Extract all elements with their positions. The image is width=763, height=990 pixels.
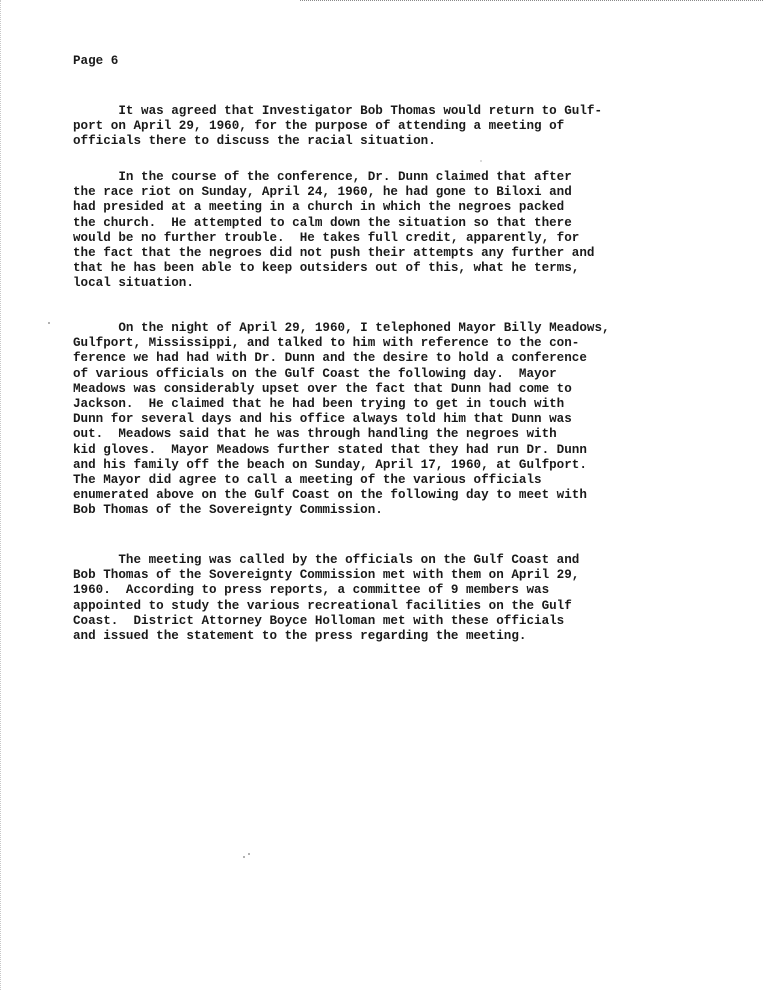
- paragraph-4: [73, 553, 733, 644]
- scan-speck: [480, 160, 482, 162]
- scan-speck: [48, 322, 50, 324]
- scan-speck: [248, 853, 250, 855]
- paragraph-1: [73, 104, 733, 150]
- paragraph-line: kid gloves. Mayor Meadows further stated that they had run Dr. Dunn: [73, 442, 587, 457]
- paragraph-line: local situation.: [73, 276, 194, 291]
- paragraph-line: port on April 29, 1960, for the purpose of attending a meeting of: [73, 119, 565, 134]
- paragraph-line: had presided at a meeting in a church in which the negroes packed: [73, 200, 565, 215]
- top-edge-rule: [300, 0, 763, 1]
- paragraph-line: the church. He attempted to calm down the situation so that there: [73, 215, 572, 230]
- paragraph-line: appointed to study the various recreational facilities on the Gulf: [73, 598, 572, 613]
- paragraph-line: enumerated above on the Gulf Coast on the following day to meet with: [73, 488, 587, 503]
- paragraph-line: and issued the statement to the press regarding the meeting.: [73, 628, 527, 643]
- paragraph-line: would be no further trouble. He takes full credit, apparently, for: [73, 230, 580, 245]
- paragraph-line: 1960. According to press reports, a committee of 9 members was: [73, 583, 550, 598]
- paragraph-line: Bob Thomas of the Sovereignty Commission.: [73, 503, 383, 518]
- paragraph-line: It was agreed that Investigator Bob Thomas would return to Gulf-: [73, 104, 603, 118]
- paragraph-line: Dunn for several days and his office always told him that Dunn was: [73, 412, 572, 427]
- paragraph-line: the fact that the negroes did not push their attempts any further and: [73, 245, 595, 260]
- paragraph-line: of various officials on the Gulf Coast the following day. Mayor: [73, 366, 557, 381]
- paragraph-3: [73, 321, 733, 518]
- paragraph-line: Coast. District Attorney Boyce Holloman met with these officials: [73, 613, 565, 628]
- paragraph-line: Meadows was considerably upset over the fact that Dunn had come to: [73, 381, 572, 396]
- left-edge-mark: [0, 0, 2, 990]
- paragraph-line: and his family off the beach on Sunday, April 17, 1960, at Gulfport.: [73, 457, 587, 472]
- scan-speck: [243, 856, 245, 858]
- paragraph-line: officials there to discuss the racial situation.: [73, 134, 436, 149]
- paragraph-2: [73, 170, 733, 292]
- paragraph-line: On the night of April 29, 1960, I telephoned Mayor Billy Meadows,: [73, 321, 610, 335]
- paragraph-line: Bob Thomas of the Sovereignty Commission met with them on April 29,: [73, 568, 580, 583]
- paragraph-line: that he has been able to keep outsiders out of this, what he terms,: [73, 261, 580, 276]
- page-number-label: Page 6: [73, 54, 119, 68]
- paragraph-line: In the course of the conference, Dr. Dunn claimed that after: [73, 170, 572, 184]
- paragraph-line: out. Meadows said that he was through handling the negroes with: [73, 427, 557, 442]
- paragraph-line: The meeting was called by the officials on the Gulf Coast and: [73, 553, 580, 567]
- paragraph-line: The Mayor did agree to call a meeting of the various officials: [73, 472, 542, 487]
- paragraph-line: ference we had had with Dr. Dunn and the desire to hold a conference: [73, 351, 587, 366]
- paragraph-line: Jackson. He claimed that he had been trying to get in touch with: [73, 396, 565, 411]
- paragraph-line: Gulfport, Mississippi, and talked to him with reference to the con-: [73, 336, 580, 351]
- paragraph-line: the race riot on Sunday, April 24, 1960, he had gone to Biloxi and: [73, 185, 572, 200]
